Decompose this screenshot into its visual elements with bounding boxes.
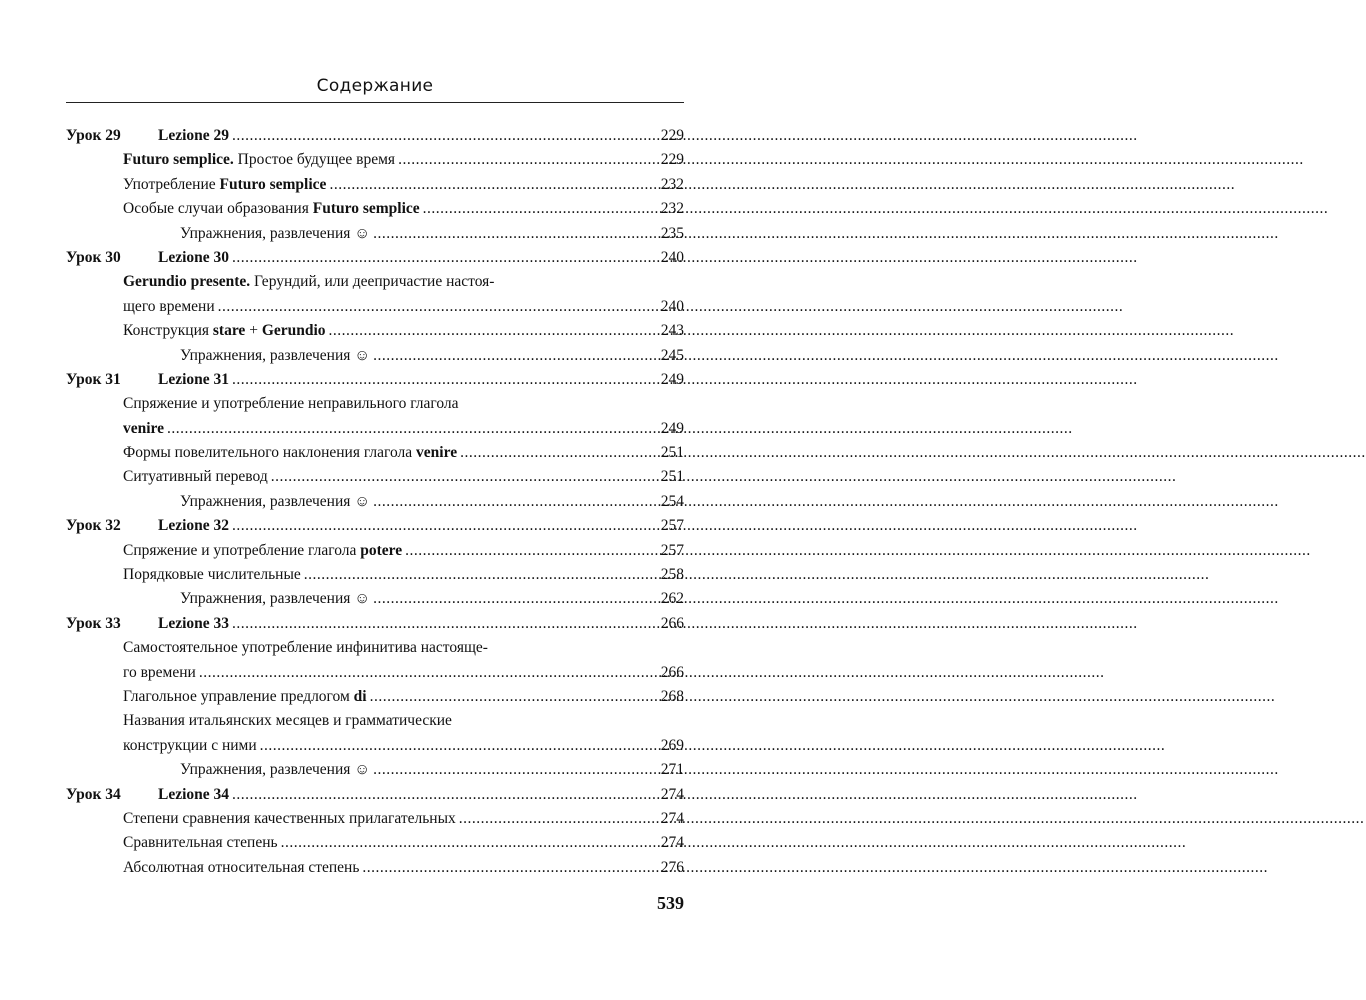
- dot-leader: [370, 685, 1276, 709]
- toc-entry-row: [66, 685, 684, 709]
- toc-lesson-row: [66, 368, 684, 392]
- entry-text: Futuro semplice: [312, 200, 420, 218]
- dot-leader: [232, 246, 1138, 270]
- entry-page-number: 276: [660, 858, 684, 876]
- lesson-title: Lezione 29: [158, 127, 230, 144]
- dot-leader: [459, 807, 1365, 831]
- toc-entry-row: [66, 197, 684, 221]
- dot-leader: [329, 319, 1235, 343]
- entry-text: Конструкция: [123, 322, 213, 340]
- entry-text: venire: [123, 419, 165, 437]
- entry-page-number: 271: [660, 761, 684, 779]
- entry-text: Упражнения, развлечения ☺: [180, 492, 371, 510]
- entry-text: Простое будущее время: [233, 151, 396, 169]
- entry-text: Спряжение и употребление неправильного глагола: [123, 395, 459, 413]
- entry-text: щего времени: [123, 297, 215, 315]
- entry-text: Названия итальянских месяцев и грамматические: [123, 712, 452, 730]
- entry-text: Gerundio presente.: [123, 273, 251, 291]
- entry-text: Упражнения, развлечения ☺: [180, 590, 371, 608]
- entry-page-number: 229: [660, 127, 684, 144]
- toc-entry-row: [66, 539, 684, 563]
- lesson-number: Урок 30: [66, 248, 121, 266]
- dot-leader: [232, 124, 1138, 148]
- entry-text: Упражнения, развлечения ☺: [180, 346, 371, 364]
- entry-page-number: 251: [660, 444, 684, 462]
- dot-leader: [232, 368, 1138, 392]
- entry-text: конструкции с ними: [123, 736, 257, 754]
- toc-entry-row: [66, 734, 684, 758]
- toc-lesson-row: [66, 783, 684, 807]
- toc-entry-row: [66, 441, 684, 465]
- lesson-title: Lezione 34: [158, 785, 230, 803]
- entry-text: Futuro semplice.: [123, 151, 234, 169]
- dot-leader: [199, 661, 1105, 685]
- lesson-title: Lezione 30: [158, 248, 230, 266]
- toc-entry-row: [66, 636, 684, 660]
- toc-entry-row: [66, 148, 684, 172]
- dot-leader: [373, 222, 1279, 246]
- entry-text: Особые случаи образования: [123, 200, 313, 218]
- lesson-number: Урок 29: [66, 127, 121, 144]
- entry-text: venire: [416, 444, 458, 462]
- toc-entry-row: [66, 173, 684, 197]
- lesson-number: Урок 32: [66, 517, 121, 535]
- toc-entry-row: [66, 856, 684, 880]
- toc-entry-row: [66, 344, 684, 368]
- entry-text: Упражнения, развлечения ☺: [180, 224, 371, 242]
- dot-leader: [232, 783, 1138, 807]
- entry-page-number: 243: [660, 322, 684, 340]
- entry-page-number: 258: [660, 566, 684, 584]
- lesson-number: Урок 33: [66, 614, 121, 632]
- entry-page-number: 245: [660, 346, 684, 364]
- lesson-title: Lezione 33: [158, 614, 230, 632]
- entry-page-number: 262: [660, 590, 684, 608]
- entry-text: Futuro semplice: [219, 175, 327, 193]
- toc-entry-row: [66, 490, 684, 514]
- entry-page-number: 229: [660, 151, 684, 169]
- lesson-title: Lezione 31: [158, 370, 230, 388]
- dot-leader: [167, 417, 1073, 441]
- toc-entry-row: [66, 417, 684, 441]
- entry-page-number: 254: [660, 492, 684, 510]
- table-of-contents: [66, 124, 684, 880]
- entry-page-number: 274: [660, 785, 684, 803]
- toc-entry-row: [66, 587, 684, 611]
- entry-page-number: 232: [660, 175, 684, 193]
- entry-page-number: 274: [660, 809, 684, 827]
- toc-entry-row: [66, 222, 684, 246]
- toc-entry-row: [66, 319, 684, 343]
- entry-text: Глагольное управление предлогом: [123, 687, 354, 705]
- lesson-number: Урок 31: [66, 370, 121, 388]
- entry-page-number: 240: [660, 297, 684, 315]
- entry-text: Gerundio: [261, 322, 326, 340]
- entry-text: potere: [360, 541, 403, 559]
- dot-leader: [281, 831, 1187, 855]
- toc-entry-row: [66, 709, 684, 733]
- entry-page-number: 232: [660, 200, 684, 218]
- header-rule: [66, 102, 684, 103]
- dot-leader: [373, 490, 1279, 514]
- entry-text: Сравнительная степень: [123, 834, 278, 852]
- toc-entry-row: [66, 465, 684, 489]
- entry-text: Абсолютная относительная степень: [123, 858, 360, 876]
- dot-leader: [398, 148, 1304, 172]
- entry-page-number: 251: [660, 468, 684, 486]
- entry-text: Герундий, или деепричастие настоя-: [250, 273, 495, 291]
- entry-text: di: [353, 687, 367, 705]
- entry-text: Степени сравнения качественных прилагательных: [123, 809, 456, 827]
- entry-page-number: 274: [660, 834, 684, 852]
- toc-entry-row: [66, 807, 684, 831]
- entry-text: го времени: [123, 663, 196, 681]
- entry-page-number: 235: [660, 224, 684, 242]
- dot-leader: [232, 514, 1138, 538]
- entry-page-number: 268: [660, 687, 684, 705]
- entry-page-number: 266: [660, 663, 684, 681]
- lesson-title: Lezione 32: [158, 517, 230, 535]
- dot-leader: [373, 587, 1279, 611]
- entry-page-number: 266: [660, 614, 684, 632]
- page-header-title: Содержание: [316, 76, 434, 96]
- dot-leader: [405, 539, 1311, 563]
- entry-text: Самостоятельное употребление инфинитива настояще-: [123, 639, 488, 657]
- entry-text: Порядковые числительные: [123, 566, 301, 584]
- toc-entry-row: [66, 758, 684, 782]
- toc-entry-row: [66, 270, 684, 294]
- dot-leader: [329, 173, 1235, 197]
- toc-entry-row: [66, 295, 684, 319]
- entry-text: Употребление: [123, 175, 220, 193]
- dot-leader: [260, 734, 1166, 758]
- entry-text: +: [245, 322, 262, 340]
- dot-leader: [460, 441, 1366, 465]
- entry-page-number: 257: [660, 517, 684, 535]
- toc-entry-row: [66, 831, 684, 855]
- dot-leader: [423, 197, 1329, 221]
- dot-leader: [373, 758, 1279, 782]
- toc-entry-row: [66, 563, 684, 587]
- entry-page-number: 257: [660, 541, 684, 559]
- dot-leader: [373, 344, 1279, 368]
- entry-text: Формы повелительного наклонения глагола: [123, 444, 417, 462]
- toc-lesson-row: [66, 612, 684, 636]
- dot-leader: [362, 856, 1268, 880]
- entry-page-number: 269: [660, 736, 684, 754]
- entry-page-number: 249: [660, 419, 684, 437]
- toc-lesson-row: [66, 514, 684, 538]
- toc-entry-row: [66, 392, 684, 416]
- dot-leader: [232, 612, 1138, 636]
- toc-entry-row: [66, 661, 684, 685]
- entry-page-number: 240: [660, 248, 684, 266]
- page-number: 539: [657, 893, 684, 913]
- toc-lesson-row: [66, 124, 684, 148]
- entry-text: Упражнения, развлечения ☺: [180, 761, 371, 779]
- dot-leader: [304, 563, 1210, 587]
- entry-text: Спряжение и употребление глагола: [123, 541, 361, 559]
- dot-leader: [271, 465, 1177, 489]
- lesson-number: Урок 34: [66, 785, 121, 803]
- toc-lesson-row: [66, 246, 684, 270]
- entry-text: Ситуативный перевод: [123, 468, 268, 486]
- entry-page-number: 249: [660, 370, 684, 388]
- entry-text: stare: [212, 322, 246, 340]
